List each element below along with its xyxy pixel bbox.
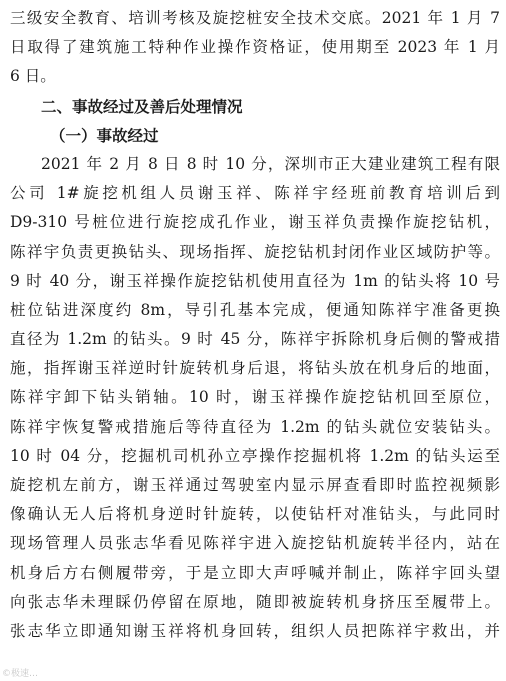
watermark: ©极速… — [2, 669, 39, 679]
text-line: 2021 年 2 月 8 日 8 时 10 分，深圳市正大建业建筑工程有限 — [41, 154, 500, 173]
text-line: 现场管理人员张志华看见陈祥宇进入旋挖钻机旋转半径内，站在 — [10, 534, 500, 553]
text-line: 6 日。 — [10, 67, 56, 86]
text-line: 直径为 1.2m 的钻头。9 时 45 分，陈祥宇拆除机身后侧的警戒措 — [10, 330, 500, 349]
text-line: D9-310 号桩位进行旋挖成孔作业，谢玉祥负责操作旋挖钻机， — [10, 213, 500, 232]
text-line: 向张志华未理睬仍停留在原地，随即被旋转机身挤压至履带上。 — [10, 592, 500, 611]
text-line: 公司 1#旋挖机组人员谢玉祥、陈祥宇经班前教育培训后到 — [10, 184, 500, 203]
text-line: 施，指挥谢玉祥逆时针旋转机身后退，将钻头放在机身后的地面， — [10, 359, 500, 378]
text-line: 桩位钻进深度约 8m，导引孔基本完成，便通知陈祥宇准备更换 — [10, 300, 500, 319]
text-line: 旋挖机左前方，谢玉祥通过驾驶室内显示屏查看即时监控视频影 — [10, 476, 500, 494]
text-line: 三级安全教育、培训考核及旋挖桩安全技术交底。2021 年 1 月 7 — [10, 9, 500, 27]
section-heading: 二、事故经过及善后处理情况 — [41, 96, 243, 116]
text-line: 陈祥宇卸下钻头销轴。10 时，谢玉祥操作旋挖钻机回至原位， — [10, 388, 500, 407]
text-line: 机身后方右侧履带旁，于是立即大声呼喊并制止，陈祥宇回头望 — [10, 563, 500, 582]
subsection-heading: （一）事故经过 — [50, 125, 159, 145]
text-line: 张志华立即通知谢玉祥将机身回转，组织人员把陈祥宇救出，并 — [10, 621, 500, 640]
text-line: 9 时 40 分，谢玉祥操作旋挖钻机使用直径为 1m 的钻头将 10 号 — [10, 271, 500, 290]
text-line: 陈祥宇负责更换钻头、现场指挥、旋挖钻机封闭作业区域防护等。 — [10, 242, 500, 261]
text-line: 10 时 04 分，挖掘机司机孙立亭操作挖掘机将 1.2m 的钻头运至 — [10, 446, 500, 465]
text-line: 日取得了建筑施工特种作业操作资格证，使用期至 2023 年 1 月 — [10, 38, 500, 57]
text-line: 陈祥宇恢复警戒措施后等待直径为 1.2m 的钻头就位安装钻头。 — [10, 417, 500, 436]
text-line: 像确认无人后将机身逆时针旋转，以使钻杆对准钻头，与此同时 — [10, 505, 500, 524]
